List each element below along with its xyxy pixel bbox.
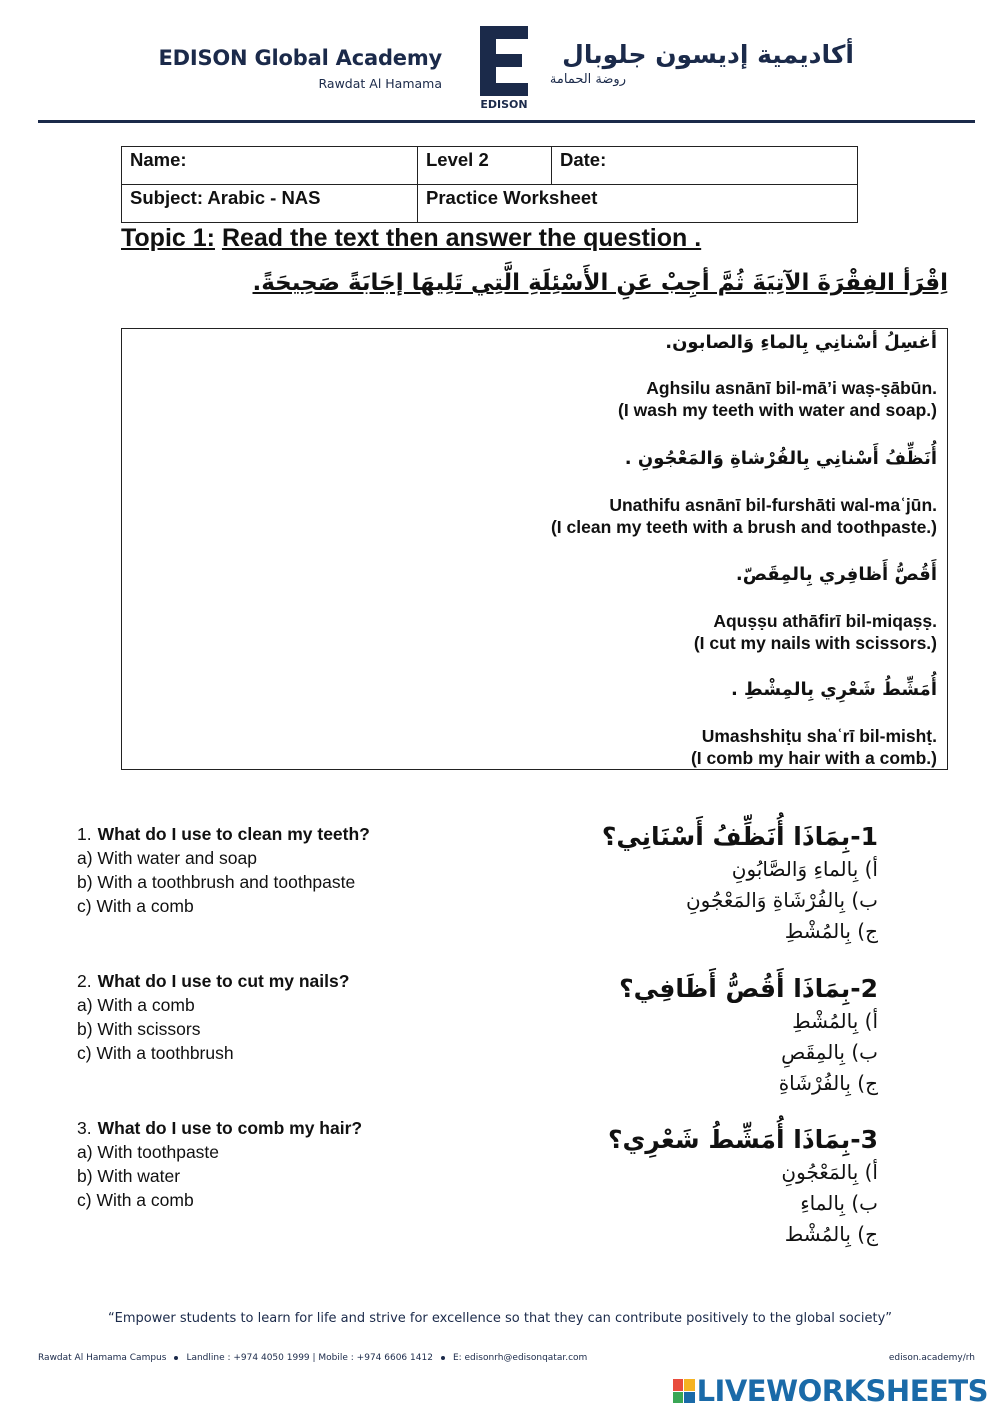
passage-transliteration: Umashshiṭu shaʿrī bil-mishṭ. — [701, 726, 937, 746]
question-label: What do I use to clean my teeth? — [97, 824, 370, 844]
question-1-ar — [602, 820, 878, 947]
school-name-en: EDISON Global Academy — [158, 46, 442, 70]
topic-instruction: Read the text then answer the question . — [221, 224, 702, 252]
phone-numbers: Landline : +974 4050 1999 | Mobile : +974 6606 1412 — [186, 1353, 433, 1363]
answer-option-ar[interactable]: ب) بِالماءِ — [800, 1191, 878, 1215]
student-info-table — [121, 146, 858, 223]
answer-option[interactable]: c) With a toothbrush — [77, 1043, 234, 1063]
question-text — [77, 822, 370, 846]
passage-translation: (I cut my nails with scissors.) — [693, 633, 937, 653]
answer-option[interactable]: b) With scissors — [77, 1019, 201, 1039]
school-name-en-block — [157, 46, 442, 91]
question-number: 2. — [77, 971, 92, 991]
answer-option-ar[interactable]: أ) بِالمَعْجُونِ — [781, 1160, 878, 1184]
subject-cell: Subject: Arabic - NAS — [122, 185, 418, 223]
answer-option-ar[interactable]: ب) بِالفُرْشَاةِ وَالمَعْجُونِ — [685, 888, 878, 912]
answer-option-ar[interactable]: ج) بِالفُرْشَاةِ — [778, 1071, 878, 1095]
worksheet-type-cell: Practice Worksheet — [418, 185, 858, 223]
bullet-icon — [441, 1356, 445, 1360]
answer-option[interactable]: c) With a comb — [77, 1190, 194, 1210]
question-text — [77, 1116, 362, 1140]
question-text-ar: 1-بِمَاذَا أُنَظِّفُ أَسْنَانِي؟ — [601, 822, 878, 851]
liveworksheets-logo-icon — [673, 1379, 695, 1403]
answer-option[interactable]: b) With a toothbrush and toothpaste — [77, 872, 356, 892]
passage-arabic-line: أغسِلُ أسْنانِي بِالماءِ وَالصابون. — [665, 332, 937, 353]
answer-option[interactable]: a) With a comb — [77, 995, 195, 1015]
campus-label: Rawdat Al Hamama Campus — [38, 1353, 167, 1363]
logo-wordmark: EDISON — [480, 98, 528, 111]
level-cell: Level 2 — [418, 147, 552, 185]
answer-option-ar[interactable]: أ) بِالماءِ وَالصَّابُونِ — [731, 857, 878, 881]
email-address: E: edisonrh@edisonqatar.com — [452, 1353, 588, 1363]
bullet-icon — [174, 1356, 178, 1360]
date-field[interactable]: Date: — [552, 147, 858, 185]
passage-arabic-line: أَقُصُّ أَظافِري بِالمِقَصّ. — [735, 564, 937, 585]
liveworksheets-wordmark: LIVEWORKSHEETS — [696, 1374, 988, 1408]
campus-name-en: Rawdat Al Hamama — [318, 76, 442, 91]
answer-option-ar[interactable]: أ) بِالمُشْطِ — [792, 1009, 878, 1033]
passage-translation: (I wash my teeth with water and soap.) — [618, 400, 937, 420]
question-label: What do I use to comb my hair? — [97, 1118, 363, 1138]
school-name-ar-block — [549, 40, 854, 87]
liveworksheets-watermark — [673, 1374, 988, 1408]
name-field[interactable]: Name: — [122, 147, 418, 185]
question-3-en — [77, 1116, 362, 1212]
question-number: 1. — [77, 824, 92, 844]
answer-option[interactable]: a) With water and soap — [77, 848, 257, 868]
answer-option[interactable]: b) With water — [77, 1166, 181, 1186]
question-label: What do I use to cut my nails? — [97, 971, 350, 991]
school-name-ar: أكاديمية إديسون جلوبال — [562, 40, 854, 69]
topic-label: Topic 1: — [121, 224, 215, 252]
question-text-ar: 3-بِمَاذَا أُمَشِّطُ شَعْرِي؟ — [607, 1125, 878, 1154]
topic-instruction-ar: اِقْرَأ الفِقْرَةَ الآتِيَةَ ثُمَّ أجِبْ عَنِ الأَسْئِلَةِ الَّتِي تَلِيهَا إجَابَةً صَحِيحَةً. — [252, 270, 948, 296]
answer-option[interactable]: c) With a comb — [77, 896, 194, 916]
question-1-en — [77, 822, 370, 918]
passage-arabic-line: أُمَشِّطُ شَعْرِي بِالمِشْطِ . — [730, 679, 937, 700]
question-number: 3. — [77, 1118, 92, 1138]
header-divider — [38, 120, 975, 123]
passage-transliteration: Aghsilu asnānī bil-mā’i waṣ-ṣābūn. — [646, 378, 937, 398]
edison-logo — [478, 26, 530, 112]
reading-passage — [121, 328, 948, 770]
contact-line — [38, 1353, 587, 1363]
school-motto: “Empower students to learn for life and strive for excellence so that they can contribute positively to the global society” — [107, 1311, 893, 1326]
question-text — [77, 969, 349, 993]
answer-option-ar[interactable]: ج) بِالمُشْط — [784, 1222, 878, 1246]
passage-transliteration: Unathifu asnānī bil-furshāti wal-maʿjūn. — [609, 495, 937, 515]
question-text-ar: 2-بِمَاذَا أَقُصُّ أَظَافِي؟ — [619, 974, 878, 1003]
answer-option[interactable]: a) With toothpaste — [77, 1142, 220, 1162]
website-link[interactable]: edison.academy/rh — [888, 1353, 975, 1363]
question-2-en — [77, 969, 349, 1065]
passage-translation: (I comb my hair with a comb.) — [690, 748, 937, 768]
campus-name-ar: روضة الحمامة — [549, 72, 626, 87]
answer-option-ar[interactable]: ب) بِالمِقَصِ — [781, 1040, 878, 1064]
passage-transliteration: Aquṣṣu athāfirī bil-miqaṣṣ. — [713, 611, 937, 631]
passage-arabic-line: أُنَظِّفُ أَسْنانِي بِالفُرْشاةِ وَالمَعْجُونِ . — [624, 448, 937, 469]
question-3-ar — [608, 1123, 878, 1250]
question-2-ar — [619, 972, 878, 1099]
edison-e-icon — [478, 26, 530, 96]
passage-translation: (I clean my teeth with a brush and toothpaste.) — [550, 517, 937, 537]
answer-option-ar[interactable]: ج) بِالمُشْطِ — [784, 919, 878, 943]
topic-heading — [121, 224, 701, 253]
